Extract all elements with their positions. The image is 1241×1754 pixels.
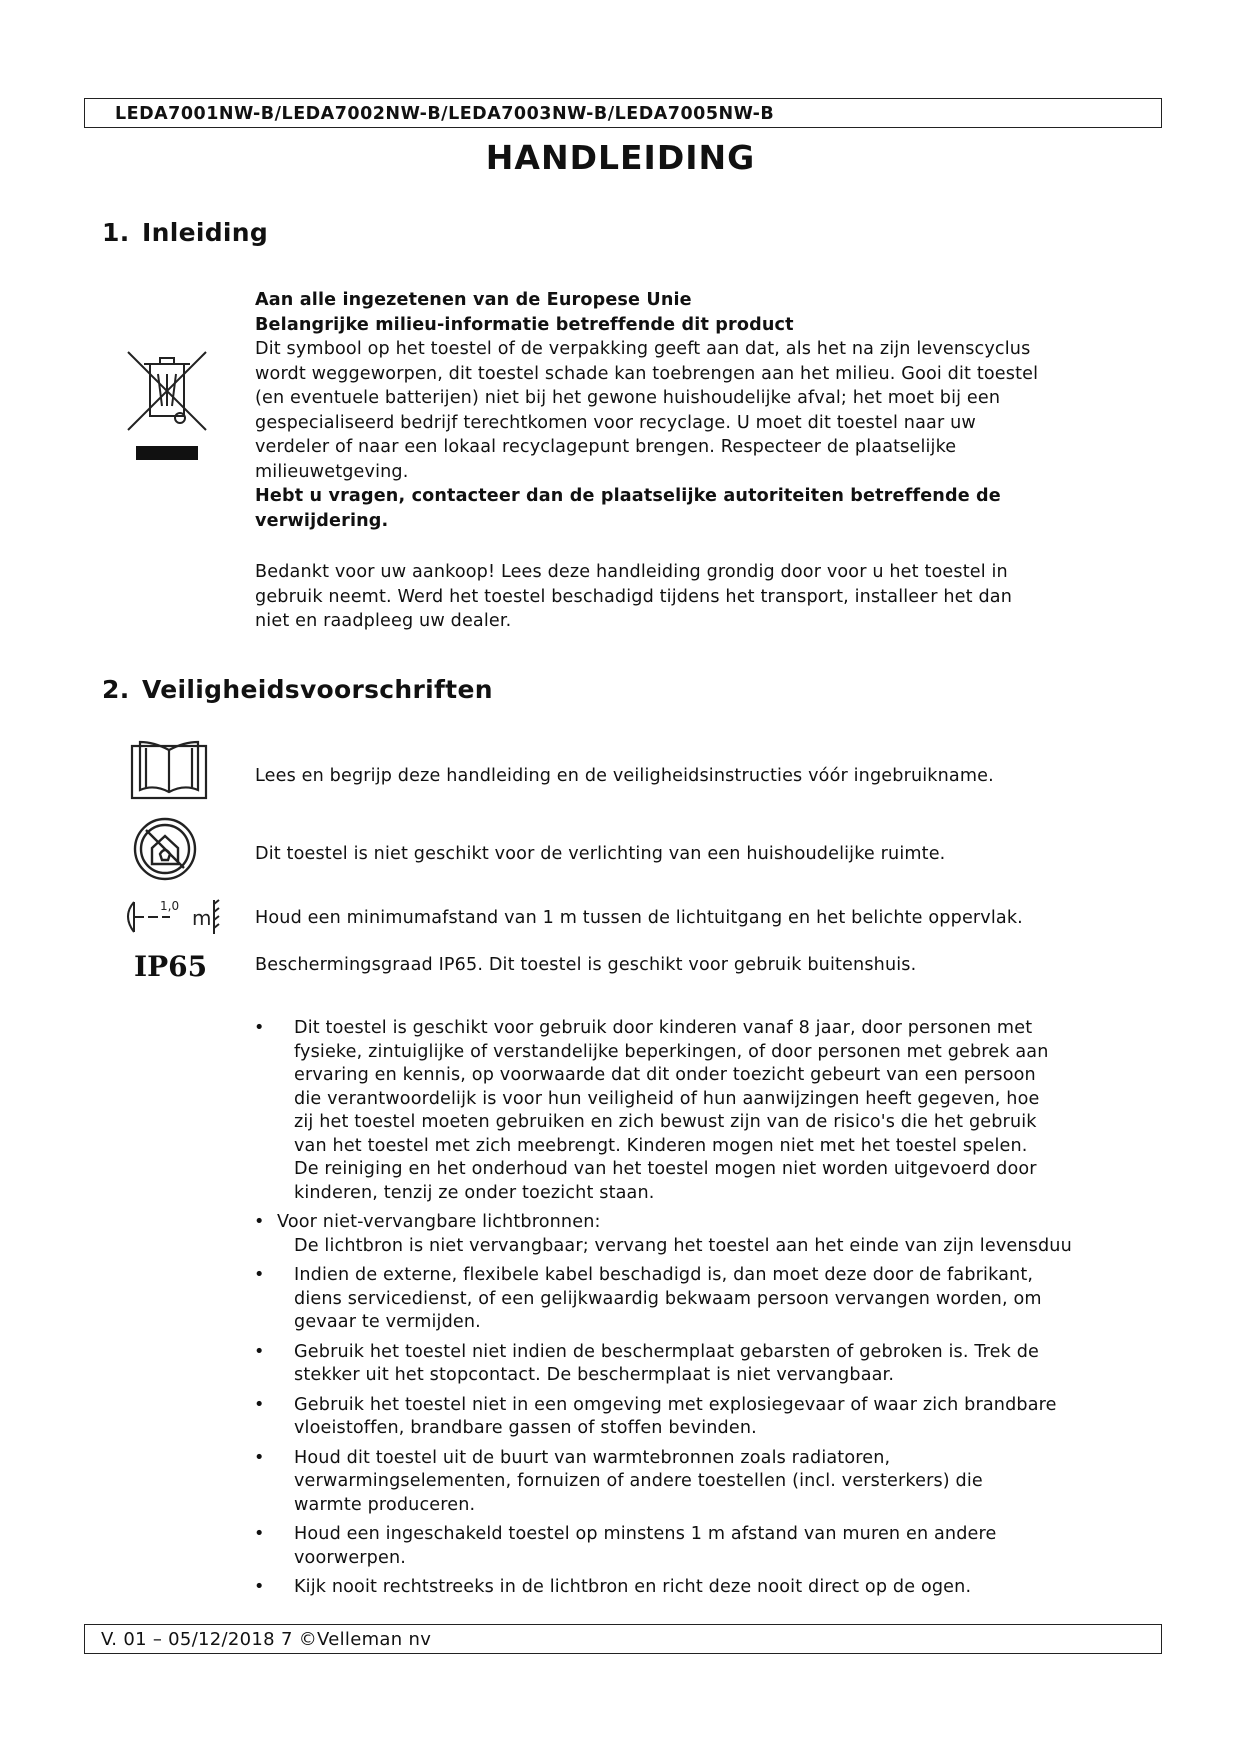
- weee-text-line: (en eventuele batterijen) niet bij het gewone huishoudelijke afval; het moet bij een: [255, 388, 1001, 408]
- weee-heading-1: Aan alle ingezetenen van de Europese Unie: [255, 290, 692, 310]
- bullet-line: warmte produceren.: [294, 1494, 476, 1515]
- weee-heading-2: Belangrijke milieu-informatie betreffende dit product: [255, 314, 794, 335]
- bullet-line: Gebruik het toestel niet indien de beschermplaat gebarsten of gebroken is. Trek de: [294, 1341, 1039, 1362]
- bullet-line: gevaar te vermijden.: [294, 1312, 481, 1332]
- bullet-line: kinderen, tenzij ze onder toezicht staan.: [294, 1182, 655, 1203]
- min-distance-unit: m: [192, 906, 212, 930]
- bullet-icon: •: [254, 1212, 265, 1232]
- bullet-line: Gebruik het toestel niet in een omgeving met explosiegevaar of waar zich brandbare: [294, 1394, 1057, 1415]
- weee-text-line: milieuwetgeving.: [255, 461, 409, 482]
- list-item: [250, 1523, 1150, 1570]
- weee-bin-icon: [126, 348, 208, 466]
- bullet-line: verwarmingselementen, fornuizen of andere toestellen (incl. versterkers) die: [294, 1471, 983, 1491]
- symbol-text-distance: Houd een minimumafstand van 1 m tussen de lichtuitgang en het belichte oppervlak.: [255, 908, 1023, 928]
- weee-bold-line: Hebt u vragen, contacteer dan de plaatselijke autoriteiten betreffende de: [255, 486, 1001, 506]
- weee-text-line: gespecialiseerd bedrijf terechtkomen voor recyclage. U moet dit toestel naar uw: [255, 412, 976, 433]
- thanks-paragraph: [255, 560, 1135, 634]
- list-item: [250, 1447, 1150, 1518]
- thanks-line: gebruik neemt. Werd het toestel beschadigd tijdens het transport, installeer het dan: [255, 586, 1013, 607]
- footer-text: V. 01 – 05/12/2018 7 ©Velleman nv: [101, 1629, 432, 1650]
- section-1-heading: [102, 218, 268, 247]
- model-numbers: LEDA7001NW-B/LEDA7002NW-B/LEDA7003NW-B/LEDA7005NW-B: [115, 104, 775, 124]
- thanks-line: niet en raadpleeg uw dealer.: [255, 611, 512, 631]
- list-item: [250, 1264, 1150, 1335]
- weee-bold-line: verwijdering.: [255, 510, 389, 531]
- list-item: [250, 1211, 1150, 1258]
- weee-text-line: Dit symbool op het toestel of de verpakking geeft aan dat, als het na zijn levenscyclus: [255, 339, 1031, 359]
- list-item: [250, 1394, 1150, 1441]
- bullet-line: die verantwoordelijk is voor hun veiligheid of hun aanwijzingen heeft gegeven, hoe: [294, 1088, 1040, 1109]
- bullet-line: voorwerpen.: [294, 1547, 407, 1568]
- section-2-title: Veiligheidsvoorschriften: [142, 675, 493, 704]
- bullet-line: De reiniging en het onderhoud van het toestel mogen niet worden uitgevoerd door: [294, 1159, 1037, 1179]
- no-household-icon: [132, 816, 198, 882]
- ip65-label: IP65: [134, 950, 208, 983]
- list-item: [250, 1341, 1150, 1388]
- bullet-line: zij het toestel moeten gebruiken en zich bewust zijn van de risico's die het gebruik: [294, 1112, 1037, 1132]
- symbol-text-ip65: Beschermingsgraad IP65. Dit toestel is geschikt voor gebruik buitenshuis.: [255, 955, 917, 975]
- document-title: HANDLEIDING: [485, 138, 756, 177]
- section-2-number: 2.: [102, 675, 130, 704]
- bullet-line: De lichtbron is niet vervangbaar; vervang het toestel aan het einde van zijn levensduu: [294, 1235, 1072, 1256]
- bullet-icon: •: [254, 1447, 265, 1468]
- bullet-icon: •: [254, 1524, 265, 1544]
- manual-book-icon: [130, 740, 208, 802]
- bullet-icon: •: [254, 1577, 265, 1597]
- min-distance-icon: [118, 896, 220, 938]
- weee-notice: [255, 288, 1135, 533]
- thanks-line: Bedankt voor uw aankoop! Lees deze handleiding grondig door voor u het toestel in: [255, 562, 1008, 582]
- section-1-number: 1.: [102, 218, 130, 247]
- list-item: [250, 1576, 1150, 1600]
- bullet-icon: •: [254, 1394, 265, 1415]
- bullet-line: fysieke, zintuiglijke of verstandelijke beperkingen, of door personen met gebrek aan: [294, 1041, 1049, 1062]
- symbol-text-manual: Lees en begrijp deze handleiding en de veiligheidsinstructies vóór ingebruikname.: [255, 766, 994, 786]
- bullet-icon: •: [254, 1265, 265, 1285]
- section-1-title: Inleiding: [142, 218, 269, 247]
- bullet-line: Houd dit toestel uit de buurt van warmtebronnen zoals radiatoren,: [294, 1447, 891, 1468]
- bullet-line: diens servicedienst, of een gelijkwaardig bekwaam persoon vervangen worden, om: [294, 1288, 1042, 1309]
- safety-bullet-list: [250, 1017, 1150, 1606]
- bullet-line: Voor niet-vervangbare lichtbronnen:: [277, 1212, 601, 1232]
- bullet-line: Dit toestel is geschikt voor gebruik door kinderen vanaf 8 jaar, door personen met: [294, 1018, 1033, 1038]
- bullet-icon: •: [254, 1018, 265, 1038]
- bullet-line: ervaring en kennis, op voorwaarde dat dit onder toezicht gebeurt van een persoon: [294, 1065, 1036, 1085]
- header-box: [84, 98, 1162, 128]
- min-distance-value: 1,0: [160, 899, 180, 913]
- symbol-text-household: Dit toestel is niet geschikt voor de verlichting van een huishoudelijke ruimte.: [255, 844, 946, 864]
- bullet-line: Houd een ingeschakeld toestel op minstens 1 m afstand van muren en andere: [294, 1524, 997, 1544]
- bullet-line: Indien de externe, flexibele kabel beschadigd is, dan moet deze door de fabrikant,: [294, 1265, 1034, 1285]
- bullet-line: vloeistoffen, brandbare gassen of stoffen bevinden.: [294, 1418, 757, 1438]
- weee-text-line: wordt weggeworpen, dit toestel schade kan toebrengen aan het milieu. Gooi dit toestel: [255, 363, 1039, 384]
- bullet-line: stekker uit het stopcontact. De beschermplaat is niet vervangbaar.: [294, 1365, 895, 1385]
- footer-box: [84, 1624, 1162, 1654]
- bullet-icon: •: [254, 1341, 265, 1362]
- weee-text-line: verdeler of naar een lokaal recyclagepunt brengen. Respecteer de plaatselijke: [255, 437, 957, 457]
- list-item: [250, 1017, 1150, 1205]
- bullet-line: van het toestel met zich meebrengt. Kinderen mogen niet met het toestel spelen.: [294, 1135, 1028, 1156]
- section-2-heading: [102, 675, 493, 704]
- bullet-line: Kijk nooit rechtstreeks in de lichtbron en richt deze nooit direct op de ogen.: [294, 1577, 972, 1597]
